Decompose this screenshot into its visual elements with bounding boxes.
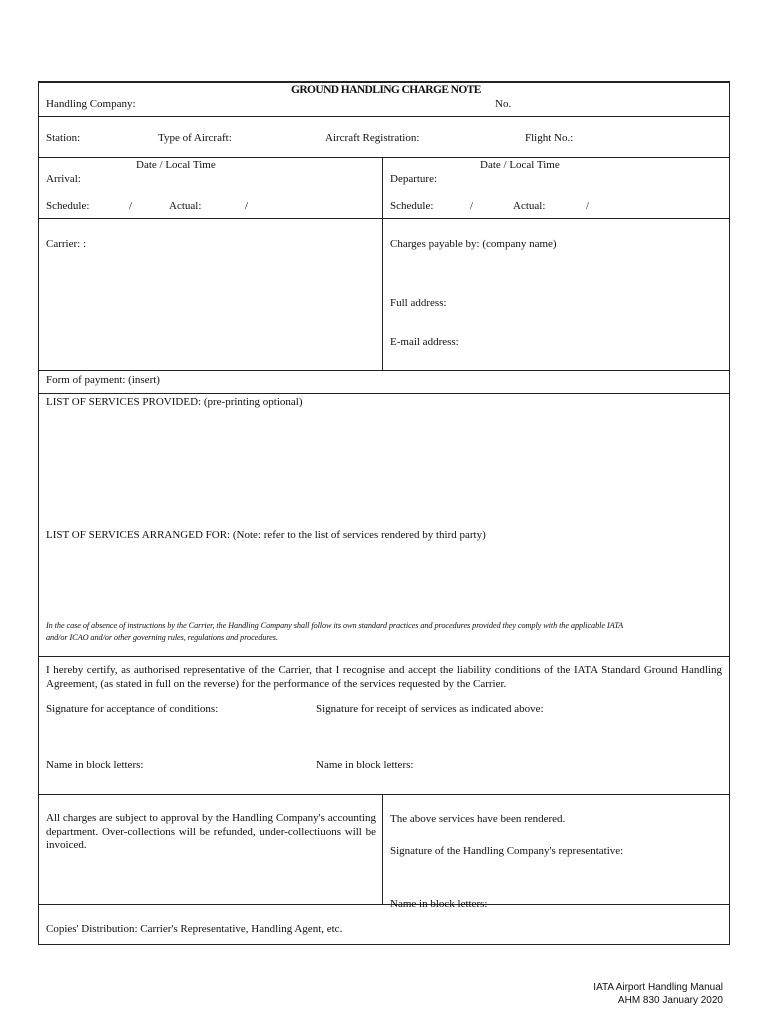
email-address-label: E-mail address:	[390, 336, 459, 348]
row-divider	[39, 794, 729, 795]
arrival-actual-label: Actual:	[169, 200, 202, 212]
services-arranged-label: LIST OF SERVICES ARRANGED FOR: (Note: refer to the list of services rendered by third party)	[46, 529, 486, 541]
departure-schedule-slash: /	[470, 200, 474, 212]
departure-actual-label: Actual:	[513, 200, 546, 212]
row-divider	[39, 116, 729, 117]
arrival-label: Arrival:	[46, 173, 81, 185]
certification-text: I hereby certify, as authorised representative of the Carrier, that I recognise and accept the liability conditions of the IATA Standard Ground Handling Agreement, (as stated in full on the reverse) for the performance of the services requested by the Carrier.	[46, 664, 722, 690]
carrier-label: Carrier: :	[46, 238, 87, 250]
representative-signature-label: Signature of the Handling Company's representative:	[390, 845, 624, 857]
services-provided-label: LIST OF SERVICES PROVIDED: (pre-printing optional)	[46, 396, 303, 408]
station-label: Station:	[46, 132, 81, 144]
full-address-label: Full address:	[390, 297, 447, 309]
handling-company-label: Handling Company:	[46, 98, 136, 110]
departure-schedule-label: Schedule:	[390, 200, 434, 212]
column-divider	[382, 794, 383, 904]
charges-approval-text: All charges are subject to approval by the Handling Company's accounting department. Over-collections will be refunded, under-collectiuons will be invoiced.	[46, 812, 376, 851]
name-block-left-label: Name in block letters:	[46, 759, 144, 771]
services-rendered-text: The above services have been rendered.	[390, 813, 566, 825]
instructions-note-line-1: In the case of absence of instructions by the Carrier, the Handling Company shall follow its own standard practices and procedures provided they comply with the applicable IATA	[46, 621, 624, 630]
aircraft-registration-label: Aircraft Registration:	[325, 132, 420, 144]
row-divider	[39, 393, 729, 394]
flight-number-label: Flight No.:	[525, 132, 574, 144]
arrival-date-time-label: Date / Local Time	[136, 159, 216, 171]
number-label: No.	[495, 98, 512, 110]
copies-distribution-text: Copies' Distribution: Carrier's Representative, Handling Agent, etc.	[46, 923, 343, 935]
instructions-note-line-2: and/or ICAO and/or other governing rules, regulations and procedures.	[46, 633, 278, 642]
footer-manual-title: IATA Airport Handling Manual	[593, 982, 723, 993]
departure-label: Departure:	[390, 173, 438, 185]
departure-actual-slash: /	[586, 200, 590, 212]
row-divider	[39, 157, 729, 158]
arrival-schedule-slash: /	[129, 200, 133, 212]
receipt-signature-label: Signature for receipt of services as indicated above:	[316, 703, 544, 715]
acceptance-signature-label: Signature for acceptance of conditions:	[46, 703, 219, 715]
departure-date-time-label: Date / Local Time	[480, 159, 560, 171]
name-block-bottom-label: Name in block letters:	[390, 898, 488, 910]
name-block-right-label: Name in block letters:	[316, 759, 414, 771]
arrival-actual-slash: /	[245, 200, 249, 212]
row-divider	[39, 218, 729, 219]
arrival-schedule-label: Schedule:	[46, 200, 90, 212]
charge-note-form	[38, 82, 730, 945]
aircraft-type-label: Type of Aircraft:	[158, 132, 232, 144]
form-of-payment-label: Form of payment: (insert)	[46, 374, 160, 386]
charges-payable-label: Charges payable by: (company name)	[390, 238, 557, 250]
row-divider	[39, 904, 729, 905]
row-divider	[39, 656, 729, 657]
form-title: GROUND HANDLING CHARGE NOTE	[291, 84, 481, 96]
footer	[593, 981, 723, 1007]
footer-reference: AHM 830 January 2020	[617, 995, 723, 1006]
column-divider	[382, 157, 383, 370]
row-divider	[39, 370, 729, 371]
clipped-name-field	[390, 895, 590, 910]
